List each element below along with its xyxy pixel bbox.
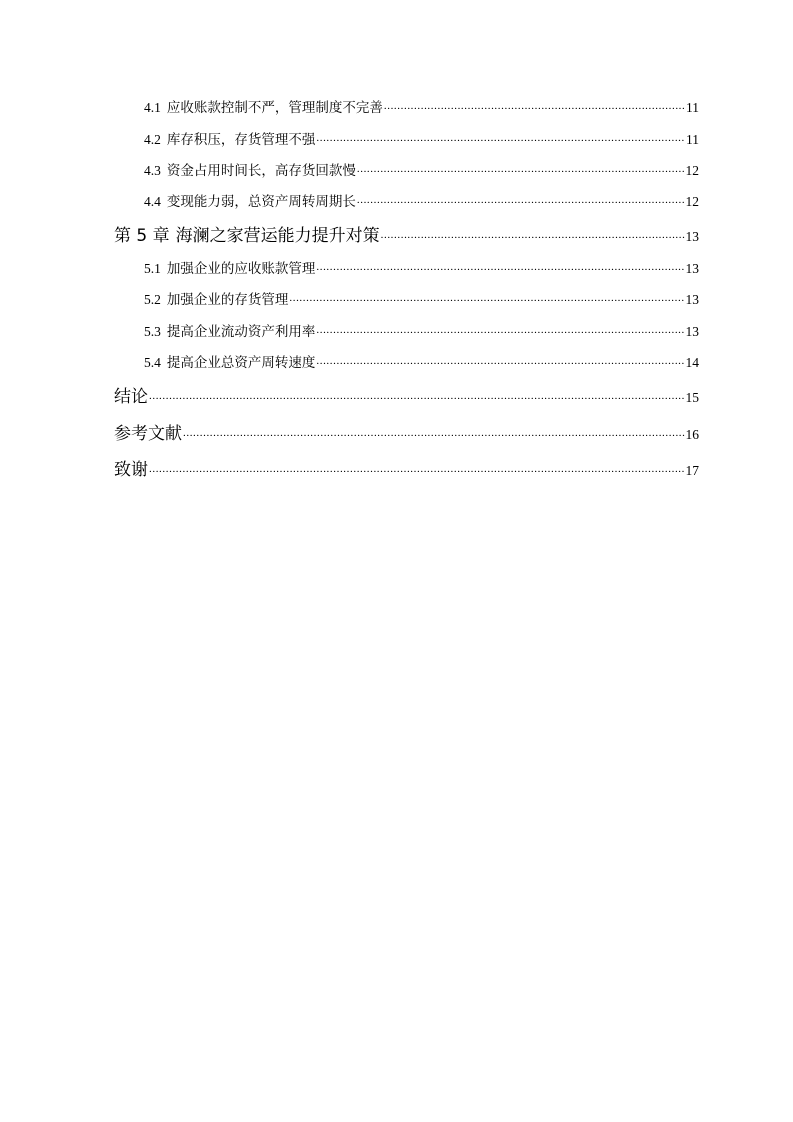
dot-leader [149, 385, 685, 402]
toc-entry-4-2[interactable] [144, 128, 699, 148]
toc-entry-5-3[interactable] [144, 320, 699, 340]
toc-entry-number: 4.1 [144, 100, 161, 115]
dot-leader [316, 131, 685, 145]
toc-entry-title: 提高企业流动资产利用率 [166, 324, 316, 340]
toc-entry-title: 应收账款控制不严，管理制度不完善 [166, 100, 383, 116]
dot-leader [316, 354, 684, 368]
toc-entry-page: 11 [686, 100, 699, 115]
toc-entry-page: 13 [685, 292, 699, 307]
toc-entry-title: 致谢 [114, 460, 148, 480]
toc-entry-page: 17 [685, 463, 699, 478]
dot-leader [289, 291, 684, 305]
dot-leader [149, 458, 685, 475]
toc-entry-page: 14 [685, 355, 699, 370]
toc-entry-title: 资金占用时间长，高存货回款慢 [166, 163, 356, 179]
toc-entry-page: 16 [685, 427, 699, 442]
dot-leader [316, 260, 684, 274]
toc-entry-page: 13 [685, 261, 699, 276]
toc-entry-title: 参考文献 [114, 424, 182, 444]
toc-entry-5-4[interactable] [144, 351, 699, 371]
toc-entry-number: 4.2 [144, 132, 161, 147]
toc-entry-5-2[interactable] [144, 288, 699, 308]
toc-entry-title: 加强企业的应收账款管理 [166, 261, 316, 277]
dot-leader [381, 224, 685, 241]
toc-entry-number: 4.4 [144, 194, 161, 209]
dot-leader [357, 162, 685, 176]
toc-entry-page: 12 [685, 194, 699, 209]
toc-entry-5-1[interactable] [144, 257, 699, 277]
toc-entry-page: 13 [685, 229, 699, 244]
toc-entry-number: 5.4 [144, 355, 161, 370]
toc-entry-4-1[interactable] [144, 96, 699, 116]
toc-entry-title: 海澜之家营运能力提升对策 [175, 226, 380, 246]
toc-entry-title: 提高企业总资产周转速度 [166, 355, 316, 371]
toc-entry-conclusion[interactable] [114, 382, 699, 407]
toc-entry-title: 结论 [114, 387, 148, 407]
toc-entry-number: 第 5 章 [114, 226, 170, 246]
toc-entry-references[interactable] [114, 419, 699, 444]
toc-entry-4-3[interactable] [144, 159, 699, 179]
toc-entry-chapter-5[interactable] [114, 221, 699, 246]
toc-entry-number: 5.2 [144, 292, 161, 307]
toc-entry-title: 加强企业的存货管理 [166, 292, 289, 308]
dot-leader [384, 99, 685, 113]
toc-entry-title: 变现能力弱，总资产周转周期长 [166, 194, 356, 210]
toc-entry-4-4[interactable] [144, 190, 699, 210]
dot-leader [316, 323, 684, 337]
toc-entry-page: 13 [685, 324, 699, 339]
toc-entry-page: 15 [685, 390, 699, 405]
toc-entry-page: 11 [686, 132, 699, 147]
toc-entry-number: 5.1 [144, 261, 161, 276]
toc-entry-page: 12 [685, 163, 699, 178]
toc-entry-title: 库存积压，存货管理不强 [166, 132, 316, 148]
dot-leader [183, 422, 685, 439]
dot-leader [357, 193, 685, 207]
toc-entry-number: 4.3 [144, 163, 161, 178]
toc-entry-acknowledgements[interactable] [114, 455, 699, 480]
toc-entry-number: 5.3 [144, 324, 161, 339]
